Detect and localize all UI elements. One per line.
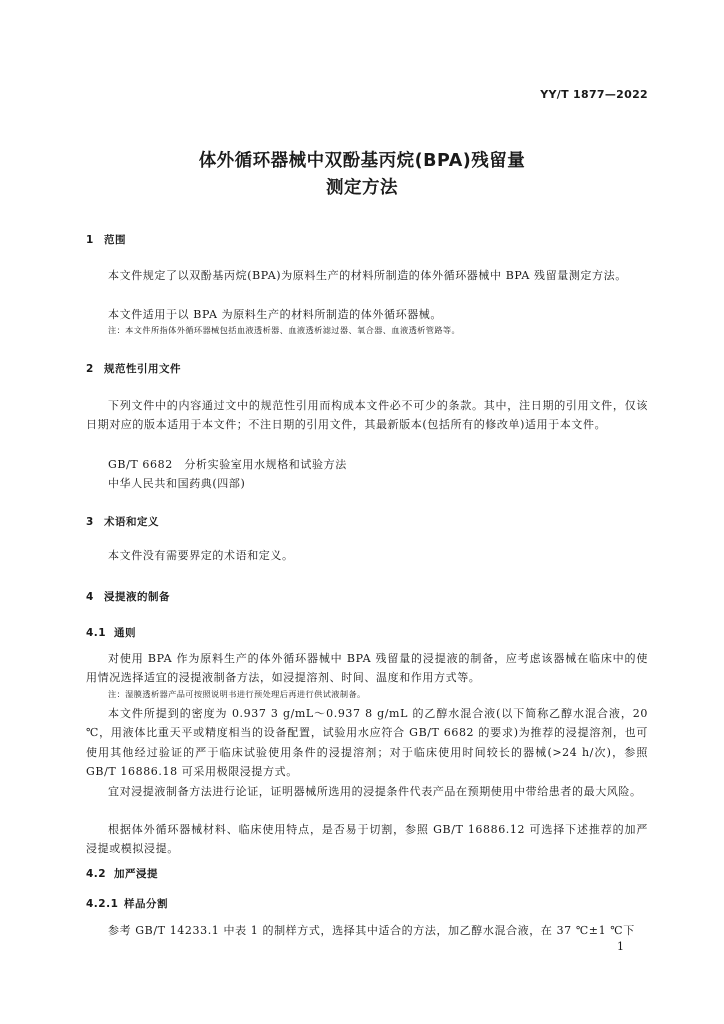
section-number: 4: [86, 591, 94, 603]
section-title: 范围: [104, 234, 126, 246]
section-number: 1: [86, 234, 94, 246]
section-number: 4.2.1: [86, 898, 119, 910]
section-4-1-paragraph-3: 宜对浸提液制备方法进行论证，证明器械所选用的浸提条件代表产品在预期使用中带给患者的最大风险。: [108, 785, 642, 798]
section-1-heading: [86, 232, 126, 247]
section-title: 规范性引用文件: [104, 363, 181, 375]
section-1-note: 注：本文件所指体外循环器械包括血液透析器、血液透析滤过器、氧合器、血液透析管路等。: [108, 325, 461, 335]
section-title: 术语和定义: [104, 516, 159, 528]
section-number: 3: [86, 516, 94, 528]
section-4-1-heading: [86, 625, 136, 640]
section-title: 通则: [114, 627, 136, 639]
section-1-paragraph-1: 本文件规定了以双酚基丙烷(BPA)为原料生产的材料所制造的体外循环器械中 BPA 残留量测定方法。: [108, 269, 627, 282]
section-number: 2: [86, 363, 94, 375]
document-title-line1: 体外循环器械中双酚基丙烷(BPA)残留量: [198, 151, 526, 171]
section-title: 加严浸提: [114, 868, 158, 880]
normative-reference-1: GB/T 6682 分析实验室用水规格和试验方法: [108, 458, 347, 471]
section-2-paragraph-1: 下列文件中的内容通过文中的规范性引用而构成本文件必不可少的条款。其中，注日期的引用文件，仅该日期对应的版本适用于本文件；不注日期的引用文件，其最新版本(包括所有的修改单)适用于本文件。: [86, 399, 648, 432]
section-4-1-paragraph-4: 根据体外循环器械材料、临床使用特点，是否易于切割，参照 GB/T 16886.12 可选择下述推荐的加严浸提或模拟浸提。: [86, 823, 648, 856]
section-2-heading: [86, 361, 181, 376]
section-4-1-paragraph-2: 本文件所提到的密度为 0.937 3 g/mL～0.937 8 g/mL 的乙醇水混合液(以下简称乙醇水混合液，20 ℃，用液体比重天平或精度相当的设备配置，试验用水应符合 GB/T 6682 的要求)为推荐的浸提溶剂，也可使用其他经过验证的严于临床试验使用条件的浸提溶剂；对于临床使用时间较长的器械(>24 h/次)，参照 GB/T 16886.18 可采用极限浸提方式。: [86, 707, 648, 779]
section-4-2-1-heading: [86, 896, 168, 911]
section-4-1-note: 注：湿膜透析器产品可按照说明书进行预处理后再进行供试液制备。: [108, 689, 366, 699]
section-3-heading: [86, 514, 159, 529]
section-4-1-paragraph-1: 对使用 BPA 作为原料生产的体外循环器械中 BPA 残留量的浸提液的制备，应考虑该器械在临床中的使用情况选择适宜的浸提液制备方法，如浸提溶剂、时间、温度和作用方式等。: [86, 652, 648, 685]
section-title: 样品分割: [124, 898, 168, 910]
section-title: 浸提液的制备: [104, 591, 170, 603]
document-title-line2: 测定方法: [326, 178, 398, 198]
section-number: 4.1: [86, 627, 107, 639]
section-4-heading: [86, 589, 170, 604]
standard-code: YY/T 1877—2022: [540, 88, 648, 101]
section-number: 4.2: [86, 868, 107, 880]
page-number: 1: [617, 940, 624, 953]
section-1-paragraph-2: 本文件适用于以 BPA 为原料生产的材料所制造的体外循环器械。: [108, 308, 443, 321]
section-4-2-heading: [86, 866, 158, 881]
section-3-paragraph-1: 本文件没有需要界定的术语和定义。: [108, 549, 294, 562]
normative-reference-2: 中华人民共和国药典(四部): [108, 477, 246, 490]
section-4-2-1-paragraph-1: 参考 GB/T 14233.1 中表 1 的制样方式，选择其中适合的方法，加乙醇水混合液，在 37 ℃±1 ℃下: [108, 924, 635, 937]
